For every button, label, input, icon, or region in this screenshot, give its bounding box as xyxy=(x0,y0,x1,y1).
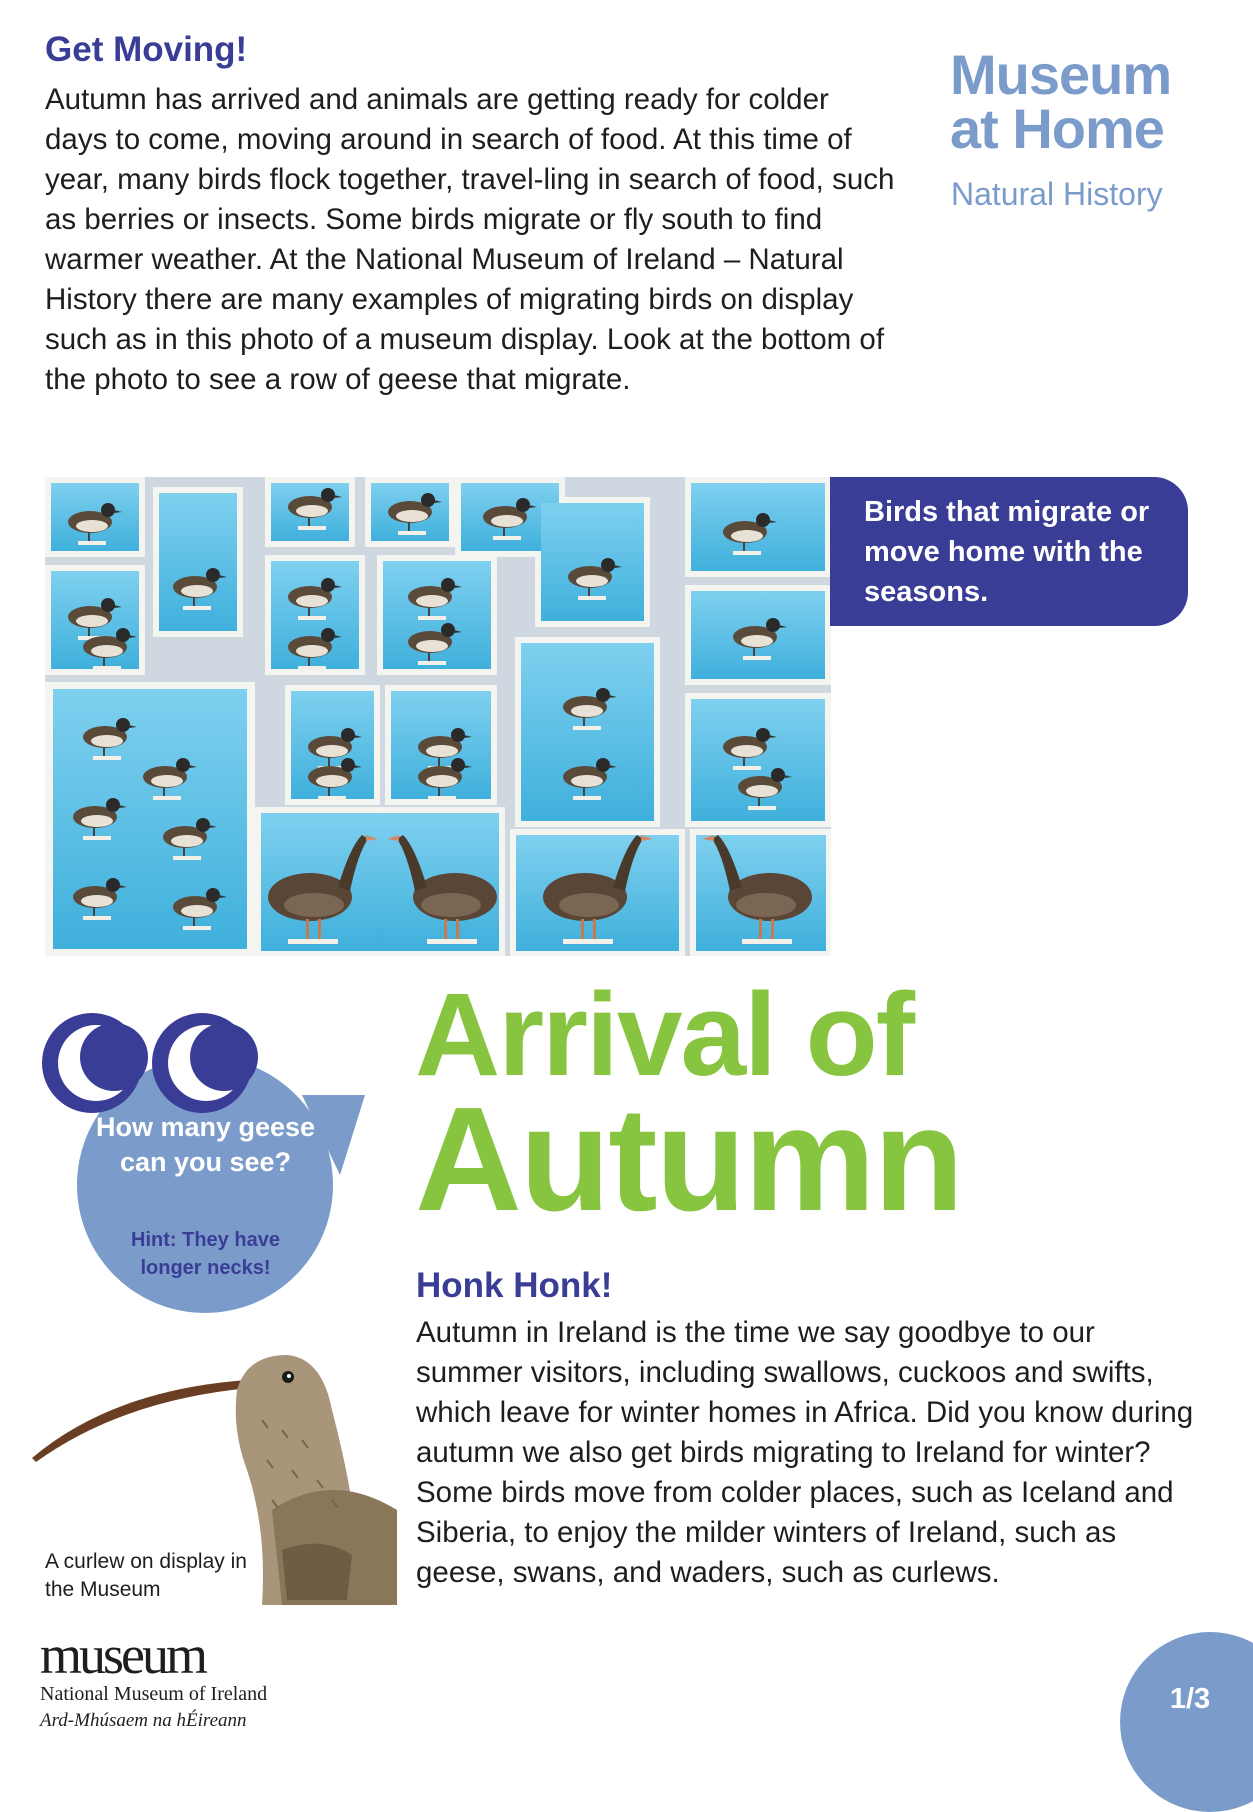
honk-heading: Honk Honk! xyxy=(416,1266,613,1305)
page-number: 1/3 xyxy=(1169,1683,1211,1715)
page-number-badge xyxy=(1120,1632,1253,1812)
brand-title-line1: Museum xyxy=(950,43,1172,106)
bubble-question: How many geese can you see? xyxy=(95,1112,316,1177)
intro-paragraph: Autumn has arrived and animals are getting ready for colder days to come, moving around in search of food. At this time of year, many birds flock together, travel-ling in search of food, such as berries or insects. Some birds migrate or fly south to find warmer weather. At the National Museum of Ireland – Natural History there are many examples of migrating birds on display such as in this photo of a museum display. Look at the bottom of the photo to see a row of geese that migrate. xyxy=(45,83,895,396)
migration-callout: Birds that migrate or move home with the seasons. xyxy=(830,477,1188,626)
curlew-caption: A curlew on display in the Museum xyxy=(45,1550,247,1601)
honk-paragraph: Autumn in Ireland is the time we say goodbye to our summer visitors, including swallows, cuckoos and swifts, which leave for winter homes in Africa. Did you know during autumn we also get birds migrating to Ireland for winter? Some birds move from colder places, such as Iceland and Siberia, to enjoy the milder winters of Ireland, such as geese, swans, and waders, such as curlews. xyxy=(416,1316,1194,1589)
museum-logo-wordmark: museum xyxy=(40,1625,205,1685)
bubble-hint: Hint: They have longer necks! xyxy=(131,1229,280,1279)
brand-title-line2: at Home xyxy=(950,97,1164,160)
intro-heading: Get Moving! xyxy=(45,30,248,69)
museum-logo-irish-name: Ard-Mhúsaem na hÉireann xyxy=(40,1710,247,1731)
museum-logo-name: National Museum of Ireland xyxy=(40,1683,268,1705)
brand-title xyxy=(950,43,1240,160)
page-title-line1: Arrival of xyxy=(415,969,914,1101)
page-title xyxy=(415,969,962,1242)
page-title-line2: Autumn xyxy=(415,1077,962,1242)
museum-display-photo xyxy=(45,477,831,956)
brand-subtitle: Natural History xyxy=(951,176,1163,212)
